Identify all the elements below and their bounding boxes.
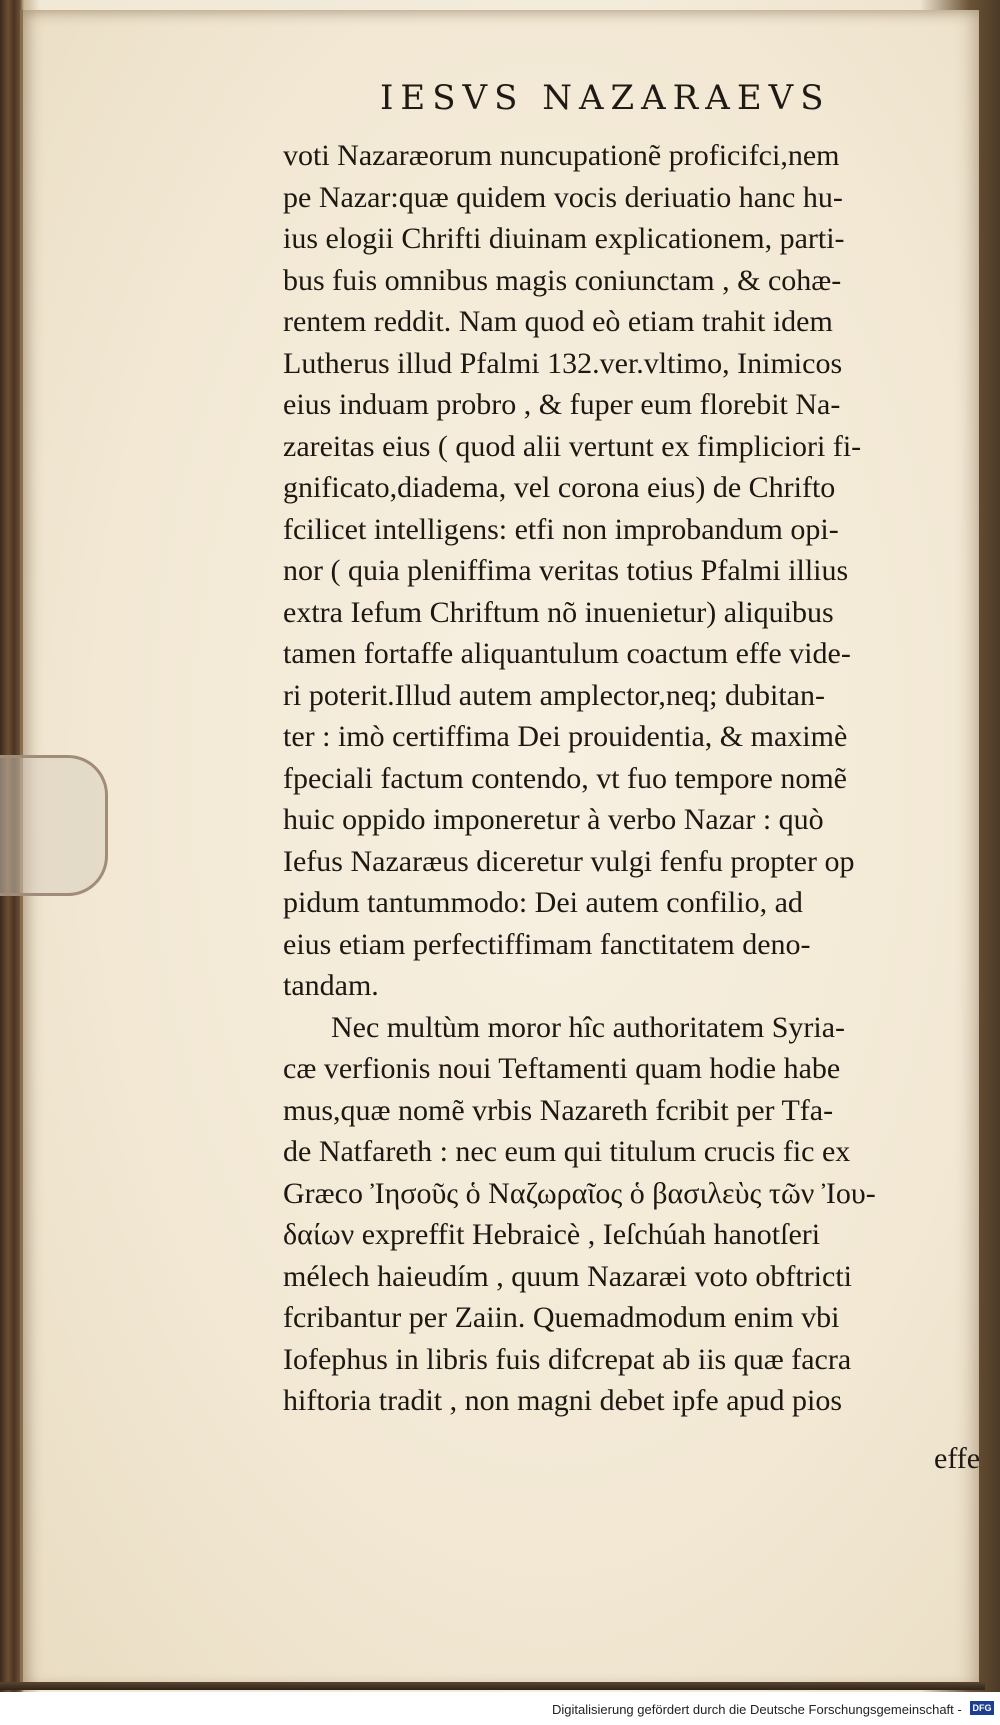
text-line: de Natfareth : nec eum qui titulum crucis fic ex	[283, 1135, 851, 1168]
text-line: eius etiam perfectiffimam fanctitatem deno-	[283, 927, 811, 961]
text-line: rentem reddit. Nam quod eò etiam trahit idem	[283, 305, 833, 338]
page-clip	[0, 755, 108, 896]
text-line: tamen fortaffe aliquantulum coactum effe vide-	[283, 637, 851, 670]
digitization-credit: Digitalisierung gefördert durch die Deutsche Forschungsgemeinschaft -	[552, 1702, 962, 1717]
book-edge	[0, 1682, 985, 1690]
text-line: tandam.	[283, 969, 379, 1002]
text-line: Iefus Nazaræus diceretur vulgi fenfu propter op	[283, 844, 855, 878]
text-line: Nec multùm moror hîc authoritatem Syria-	[331, 1010, 846, 1044]
text-line: Iofephus in libris fuis difcrepat ab iis quæ facra	[283, 1342, 852, 1376]
text-line: nor ( quia pleniffima veritas totius Pfalmi illius	[283, 554, 849, 587]
text-line: extra Iefum Chriftum nõ inuenietur) aliquibus	[283, 595, 834, 629]
text-line: cæ verfionis noui Teftamenti quam hodie habe	[283, 1052, 841, 1085]
text-line: huic oppido imponeretur à verbo Nazar : quò	[283, 803, 824, 836]
text-line: voti Nazaræorum nuncupationẽ proficifci,nem	[283, 139, 840, 172]
text-line: mus,quæ nomẽ vrbis Nazareth fcribit per Tfa-	[283, 1093, 834, 1127]
text-line: fcilicet intelligens: etfi non improbandum opi-	[283, 512, 839, 546]
text-line: ter : imò certiffima Dei prouidentia, & maximè	[283, 720, 848, 753]
text-line: bus fuis omnibus magis coniunctam , & cohæ-	[283, 263, 842, 297]
text-line: Lutherus illud Pfalmi 132.ver.vltimo, Inimicos	[283, 346, 843, 380]
text-line: δαίων expreffit Hebraicè , Ieſchúah hanotſeri	[283, 1218, 821, 1251]
text-line: pe Nazar:quæ quidem vocis deriuatio hanc hu-	[283, 180, 843, 214]
dfg-logo: DFG	[970, 1701, 994, 1715]
text-line: eius induam probro , & fuper eum florebit Na-	[283, 388, 841, 421]
body-text	[283, 135, 983, 1422]
text-line: ius elogii Chrifti diuinam explicationem, parti-	[283, 222, 845, 255]
catchword: effe	[934, 1442, 981, 1475]
text-line: fpeciali factum contendo, vt fuo tempore nomẽ	[283, 761, 847, 795]
text-line: ri poterit.Illud autem amplector,neq; dubitan-	[283, 678, 825, 712]
text-line: gnificato,diadema, vel corona eius) de Chrifto	[283, 471, 836, 504]
text-line: hiftoria tradit , non magni debet ipfe apud pios	[283, 1384, 843, 1417]
text-line: mélech haieudím , quum Nazaræi voto obftricti	[283, 1259, 853, 1293]
running-head: IESVS NAZARAEVS	[380, 78, 831, 118]
text-line: Græco Ἰησοῦς ὁ Ναζωραῖος ὁ βασιλεὺς τῶν Ἰου-	[283, 1176, 876, 1210]
text-line: pidum tantummodo: Dei autem confilio, ad	[283, 886, 803, 919]
text-line: zareitas eius ( quod alii vertunt ex fimpliciori fi-	[283, 429, 862, 463]
text-line: fcribantur per Zaiin. Quemadmodum enim vbi	[283, 1301, 840, 1334]
